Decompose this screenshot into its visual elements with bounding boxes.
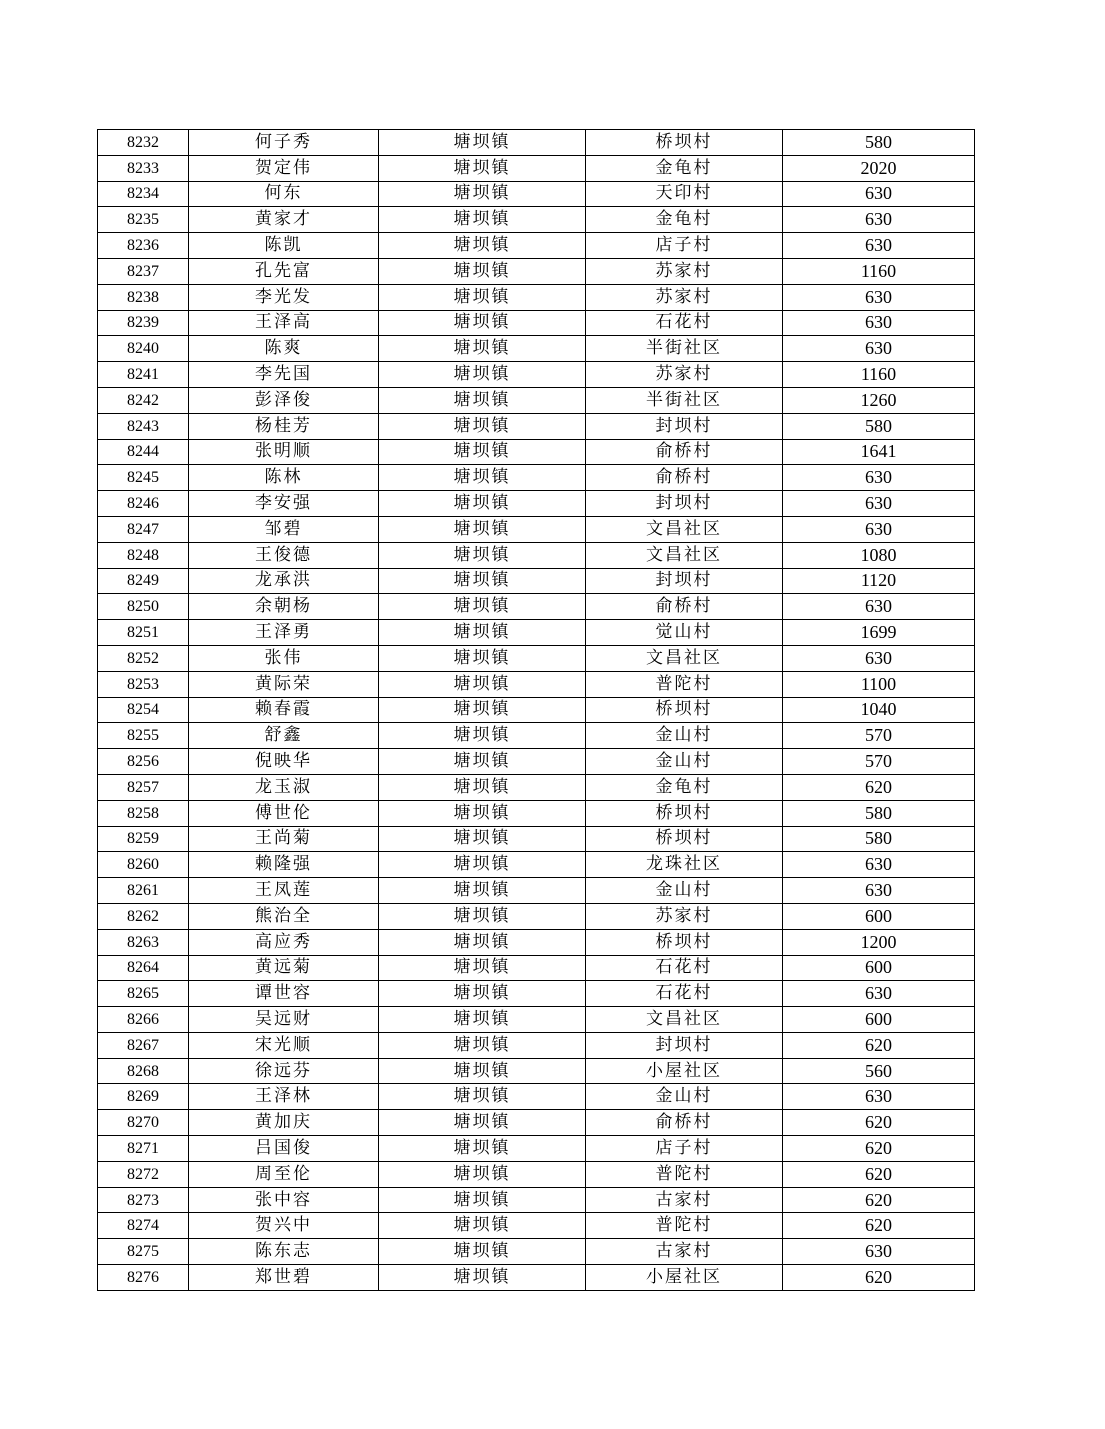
town-cell: 塘坝镇 <box>379 697 586 723</box>
town-cell: 塘坝镇 <box>379 671 586 697</box>
village-cell: 俞桥村 <box>586 1110 783 1136</box>
person-name-cell: 王泽勇 <box>189 620 379 646</box>
village-cell: 苏家村 <box>586 362 783 388</box>
town-cell: 塘坝镇 <box>379 1032 586 1058</box>
serial-number-cell: 8265 <box>98 981 189 1007</box>
serial-number-cell: 8264 <box>98 955 189 981</box>
amount-cell: 570 <box>783 749 975 775</box>
village-cell: 苏家村 <box>586 284 783 310</box>
amount-cell: 630 <box>783 516 975 542</box>
table-row <box>98 1161 975 1187</box>
serial-number-cell: 8273 <box>98 1187 189 1213</box>
table-row <box>98 1187 975 1213</box>
table-row <box>98 542 975 568</box>
town-cell: 塘坝镇 <box>379 594 586 620</box>
town-cell: 塘坝镇 <box>379 233 586 259</box>
village-cell: 桥坝村 <box>586 826 783 852</box>
town-cell: 塘坝镇 <box>379 1187 586 1213</box>
person-name-cell: 赖春霞 <box>189 697 379 723</box>
serial-number-cell: 8233 <box>98 155 189 181</box>
table-row <box>98 439 975 465</box>
village-cell: 封坝村 <box>586 413 783 439</box>
table-row <box>98 387 975 413</box>
amount-cell: 620 <box>783 1187 975 1213</box>
serial-number-cell: 8257 <box>98 774 189 800</box>
serial-number-cell: 8244 <box>98 439 189 465</box>
amount-cell: 600 <box>783 1007 975 1033</box>
serial-number-cell: 8270 <box>98 1110 189 1136</box>
table-row <box>98 155 975 181</box>
town-cell: 塘坝镇 <box>379 413 586 439</box>
village-cell: 金山村 <box>586 723 783 749</box>
serial-number-cell: 8247 <box>98 516 189 542</box>
serial-number-cell: 8249 <box>98 568 189 594</box>
person-name-cell: 何东 <box>189 181 379 207</box>
table-row <box>98 233 975 259</box>
amount-cell: 620 <box>783 1161 975 1187</box>
amount-cell: 580 <box>783 800 975 826</box>
person-name-cell: 吴远财 <box>189 1007 379 1033</box>
serial-number-cell: 8254 <box>98 697 189 723</box>
person-name-cell: 邹碧 <box>189 516 379 542</box>
village-cell: 金山村 <box>586 1084 783 1110</box>
town-cell: 塘坝镇 <box>379 284 586 310</box>
person-name-cell: 傅世伦 <box>189 800 379 826</box>
village-cell: 俞桥村 <box>586 594 783 620</box>
village-cell: 石花村 <box>586 955 783 981</box>
amount-cell: 600 <box>783 955 975 981</box>
amount-cell: 1040 <box>783 697 975 723</box>
person-name-cell: 李先国 <box>189 362 379 388</box>
table-row <box>98 207 975 233</box>
village-cell: 桥坝村 <box>586 800 783 826</box>
serial-number-cell: 8262 <box>98 903 189 929</box>
table-row <box>98 181 975 207</box>
village-cell: 普陀村 <box>586 1161 783 1187</box>
table-row <box>98 568 975 594</box>
town-cell: 塘坝镇 <box>379 1058 586 1084</box>
serial-number-cell: 8275 <box>98 1239 189 1265</box>
serial-number-cell: 8251 <box>98 620 189 646</box>
serial-number-cell: 8238 <box>98 284 189 310</box>
table-row <box>98 516 975 542</box>
amount-cell: 620 <box>783 1136 975 1162</box>
table-row <box>98 362 975 388</box>
town-cell: 塘坝镇 <box>379 465 586 491</box>
person-name-cell: 高应秀 <box>189 929 379 955</box>
town-cell: 塘坝镇 <box>379 1110 586 1136</box>
amount-cell: 620 <box>783 1265 975 1291</box>
town-cell: 塘坝镇 <box>379 903 586 929</box>
person-name-cell: 黄加庆 <box>189 1110 379 1136</box>
table-row <box>98 749 975 775</box>
serial-number-cell: 8266 <box>98 1007 189 1033</box>
village-cell: 半街社区 <box>586 387 783 413</box>
serial-number-cell: 8248 <box>98 542 189 568</box>
town-cell: 塘坝镇 <box>379 749 586 775</box>
village-cell: 古家村 <box>586 1187 783 1213</box>
person-name-cell: 王尚菊 <box>189 826 379 852</box>
table-row <box>98 1265 975 1291</box>
village-cell: 俞桥村 <box>586 439 783 465</box>
serial-number-cell: 8242 <box>98 387 189 413</box>
subsidy-table <box>97 129 975 1291</box>
village-cell: 天印村 <box>586 181 783 207</box>
table-row <box>98 800 975 826</box>
amount-cell: 630 <box>783 594 975 620</box>
table-row <box>98 620 975 646</box>
village-cell: 普陀村 <box>586 671 783 697</box>
table-row <box>98 671 975 697</box>
town-cell: 塘坝镇 <box>379 1265 586 1291</box>
person-name-cell: 熊治全 <box>189 903 379 929</box>
town-cell: 塘坝镇 <box>379 439 586 465</box>
person-name-cell: 贺定伟 <box>189 155 379 181</box>
serial-number-cell: 8268 <box>98 1058 189 1084</box>
serial-number-cell: 8267 <box>98 1032 189 1058</box>
person-name-cell: 余朝杨 <box>189 594 379 620</box>
person-name-cell: 龙承洪 <box>189 568 379 594</box>
village-cell: 小屋社区 <box>586 1265 783 1291</box>
amount-cell: 1100 <box>783 671 975 697</box>
village-cell: 俞桥村 <box>586 465 783 491</box>
table-row <box>98 1136 975 1162</box>
person-name-cell: 何子秀 <box>189 130 379 156</box>
town-cell: 塘坝镇 <box>379 1136 586 1162</box>
serial-number-cell: 8263 <box>98 929 189 955</box>
village-cell: 店子村 <box>586 1136 783 1162</box>
town-cell: 塘坝镇 <box>379 1084 586 1110</box>
town-cell: 塘坝镇 <box>379 645 586 671</box>
table-row <box>98 852 975 878</box>
town-cell: 塘坝镇 <box>379 258 586 284</box>
town-cell: 塘坝镇 <box>379 774 586 800</box>
town-cell: 塘坝镇 <box>379 491 586 517</box>
table-row <box>98 878 975 904</box>
table-row <box>98 955 975 981</box>
village-cell: 文昌社区 <box>586 542 783 568</box>
serial-number-cell: 8252 <box>98 645 189 671</box>
person-name-cell: 王俊德 <box>189 542 379 568</box>
table-row <box>98 1058 975 1084</box>
serial-number-cell: 8276 <box>98 1265 189 1291</box>
table-row <box>98 903 975 929</box>
table-row <box>98 774 975 800</box>
amount-cell: 1260 <box>783 387 975 413</box>
amount-cell: 620 <box>783 774 975 800</box>
table-row <box>98 1213 975 1239</box>
amount-cell: 580 <box>783 130 975 156</box>
table-row <box>98 1239 975 1265</box>
amount-cell: 630 <box>783 645 975 671</box>
serial-number-cell: 8239 <box>98 310 189 336</box>
village-cell: 小屋社区 <box>586 1058 783 1084</box>
town-cell: 塘坝镇 <box>379 1213 586 1239</box>
table-row <box>98 1084 975 1110</box>
person-name-cell: 李光发 <box>189 284 379 310</box>
person-name-cell: 黄家才 <box>189 207 379 233</box>
village-cell: 文昌社区 <box>586 516 783 542</box>
amount-cell: 1200 <box>783 929 975 955</box>
person-name-cell: 陈林 <box>189 465 379 491</box>
town-cell: 塘坝镇 <box>379 1007 586 1033</box>
serial-number-cell: 8240 <box>98 336 189 362</box>
table-row <box>98 826 975 852</box>
village-cell: 龙珠社区 <box>586 852 783 878</box>
village-cell: 金龟村 <box>586 207 783 233</box>
town-cell: 塘坝镇 <box>379 800 586 826</box>
serial-number-cell: 8259 <box>98 826 189 852</box>
town-cell: 塘坝镇 <box>379 1161 586 1187</box>
town-cell: 塘坝镇 <box>379 955 586 981</box>
serial-number-cell: 8232 <box>98 130 189 156</box>
village-cell: 文昌社区 <box>586 1007 783 1033</box>
amount-cell: 630 <box>783 1084 975 1110</box>
person-name-cell: 吕国俊 <box>189 1136 379 1162</box>
serial-number-cell: 8274 <box>98 1213 189 1239</box>
town-cell: 塘坝镇 <box>379 207 586 233</box>
town-cell: 塘坝镇 <box>379 878 586 904</box>
town-cell: 塘坝镇 <box>379 1239 586 1265</box>
village-cell: 古家村 <box>586 1239 783 1265</box>
person-name-cell: 王凤莲 <box>189 878 379 904</box>
table-row <box>98 1110 975 1136</box>
town-cell: 塘坝镇 <box>379 620 586 646</box>
village-cell: 文昌社区 <box>586 645 783 671</box>
amount-cell: 560 <box>783 1058 975 1084</box>
village-cell: 封坝村 <box>586 491 783 517</box>
table-row <box>98 1007 975 1033</box>
town-cell: 塘坝镇 <box>379 516 586 542</box>
village-cell: 苏家村 <box>586 258 783 284</box>
amount-cell: 620 <box>783 1032 975 1058</box>
person-name-cell: 舒鑫 <box>189 723 379 749</box>
person-name-cell: 周至伦 <box>189 1161 379 1187</box>
person-name-cell: 宋光顺 <box>189 1032 379 1058</box>
village-cell: 店子村 <box>586 233 783 259</box>
serial-number-cell: 8236 <box>98 233 189 259</box>
serial-number-cell: 8250 <box>98 594 189 620</box>
village-cell: 桥坝村 <box>586 130 783 156</box>
person-name-cell: 龙玉淑 <box>189 774 379 800</box>
amount-cell: 1160 <box>783 258 975 284</box>
table-row <box>98 1032 975 1058</box>
amount-cell: 580 <box>783 826 975 852</box>
table-row <box>98 929 975 955</box>
village-cell: 石花村 <box>586 981 783 1007</box>
person-name-cell: 陈东志 <box>189 1239 379 1265</box>
table-row <box>98 413 975 439</box>
serial-number-cell: 8271 <box>98 1136 189 1162</box>
person-name-cell: 赖隆强 <box>189 852 379 878</box>
village-cell: 普陀村 <box>586 1213 783 1239</box>
village-cell: 封坝村 <box>586 1032 783 1058</box>
town-cell: 塘坝镇 <box>379 826 586 852</box>
town-cell: 塘坝镇 <box>379 336 586 362</box>
town-cell: 塘坝镇 <box>379 542 586 568</box>
serial-number-cell: 8246 <box>98 491 189 517</box>
person-name-cell: 郑世碧 <box>189 1265 379 1291</box>
amount-cell: 630 <box>783 207 975 233</box>
table-row <box>98 723 975 749</box>
person-name-cell: 张中容 <box>189 1187 379 1213</box>
serial-number-cell: 8272 <box>98 1161 189 1187</box>
village-cell: 金龟村 <box>586 774 783 800</box>
table-row <box>98 981 975 1007</box>
person-name-cell: 张明顺 <box>189 439 379 465</box>
amount-cell: 1699 <box>783 620 975 646</box>
person-name-cell: 杨桂芳 <box>189 413 379 439</box>
person-name-cell: 贺兴中 <box>189 1213 379 1239</box>
town-cell: 塘坝镇 <box>379 929 586 955</box>
amount-cell: 630 <box>783 336 975 362</box>
amount-cell: 630 <box>783 491 975 517</box>
town-cell: 塘坝镇 <box>379 852 586 878</box>
serial-number-cell: 8258 <box>98 800 189 826</box>
village-cell: 苏家村 <box>586 903 783 929</box>
person-name-cell: 徐远芬 <box>189 1058 379 1084</box>
amount-cell: 630 <box>783 852 975 878</box>
serial-number-cell: 8253 <box>98 671 189 697</box>
village-cell: 半街社区 <box>586 336 783 362</box>
amount-cell: 630 <box>783 981 975 1007</box>
amount-cell: 630 <box>783 310 975 336</box>
person-name-cell: 王泽高 <box>189 310 379 336</box>
village-cell: 金山村 <box>586 878 783 904</box>
amount-cell: 600 <box>783 903 975 929</box>
person-name-cell: 黄远菊 <box>189 955 379 981</box>
amount-cell: 630 <box>783 465 975 491</box>
person-name-cell: 倪映华 <box>189 749 379 775</box>
village-cell: 桥坝村 <box>586 697 783 723</box>
town-cell: 塘坝镇 <box>379 723 586 749</box>
amount-cell: 580 <box>783 413 975 439</box>
amount-cell: 630 <box>783 233 975 259</box>
amount-cell: 570 <box>783 723 975 749</box>
amount-cell: 1120 <box>783 568 975 594</box>
amount-cell: 620 <box>783 1213 975 1239</box>
town-cell: 塘坝镇 <box>379 155 586 181</box>
person-name-cell: 陈凯 <box>189 233 379 259</box>
town-cell: 塘坝镇 <box>379 310 586 336</box>
village-cell: 金山村 <box>586 749 783 775</box>
table-row <box>98 645 975 671</box>
amount-cell: 1641 <box>783 439 975 465</box>
person-name-cell: 李安强 <box>189 491 379 517</box>
table-row <box>98 284 975 310</box>
town-cell: 塘坝镇 <box>379 387 586 413</box>
serial-number-cell: 8255 <box>98 723 189 749</box>
serial-number-cell: 8241 <box>98 362 189 388</box>
table-row <box>98 594 975 620</box>
person-name-cell: 黄际荣 <box>189 671 379 697</box>
amount-cell: 630 <box>783 284 975 310</box>
village-cell: 封坝村 <box>586 568 783 594</box>
serial-number-cell: 8243 <box>98 413 189 439</box>
amount-cell: 1080 <box>783 542 975 568</box>
table-row <box>98 258 975 284</box>
village-cell: 金龟村 <box>586 155 783 181</box>
serial-number-cell: 8256 <box>98 749 189 775</box>
table-row <box>98 336 975 362</box>
amount-cell: 2020 <box>783 155 975 181</box>
village-cell: 桥坝村 <box>586 929 783 955</box>
amount-cell: 630 <box>783 181 975 207</box>
town-cell: 塘坝镇 <box>379 181 586 207</box>
amount-cell: 1160 <box>783 362 975 388</box>
person-name-cell: 张伟 <box>189 645 379 671</box>
serial-number-cell: 8245 <box>98 465 189 491</box>
amount-cell: 620 <box>783 1110 975 1136</box>
amount-cell: 630 <box>783 1239 975 1265</box>
person-name-cell: 王泽林 <box>189 1084 379 1110</box>
serial-number-cell: 8261 <box>98 878 189 904</box>
person-name-cell: 陈爽 <box>189 336 379 362</box>
serial-number-cell: 8235 <box>98 207 189 233</box>
table-row <box>98 465 975 491</box>
town-cell: 塘坝镇 <box>379 362 586 388</box>
table-row <box>98 310 975 336</box>
town-cell: 塘坝镇 <box>379 568 586 594</box>
town-cell: 塘坝镇 <box>379 130 586 156</box>
person-name-cell: 彭泽俊 <box>189 387 379 413</box>
person-name-cell: 谭世容 <box>189 981 379 1007</box>
person-name-cell: 孔先富 <box>189 258 379 284</box>
table-row <box>98 697 975 723</box>
table-row <box>98 130 975 156</box>
amount-cell: 630 <box>783 878 975 904</box>
serial-number-cell: 8260 <box>98 852 189 878</box>
serial-number-cell: 8269 <box>98 1084 189 1110</box>
village-cell: 石花村 <box>586 310 783 336</box>
table-row <box>98 491 975 517</box>
village-cell: 觉山村 <box>586 620 783 646</box>
serial-number-cell: 8237 <box>98 258 189 284</box>
serial-number-cell: 8234 <box>98 181 189 207</box>
table-body <box>98 130 975 1291</box>
town-cell: 塘坝镇 <box>379 981 586 1007</box>
